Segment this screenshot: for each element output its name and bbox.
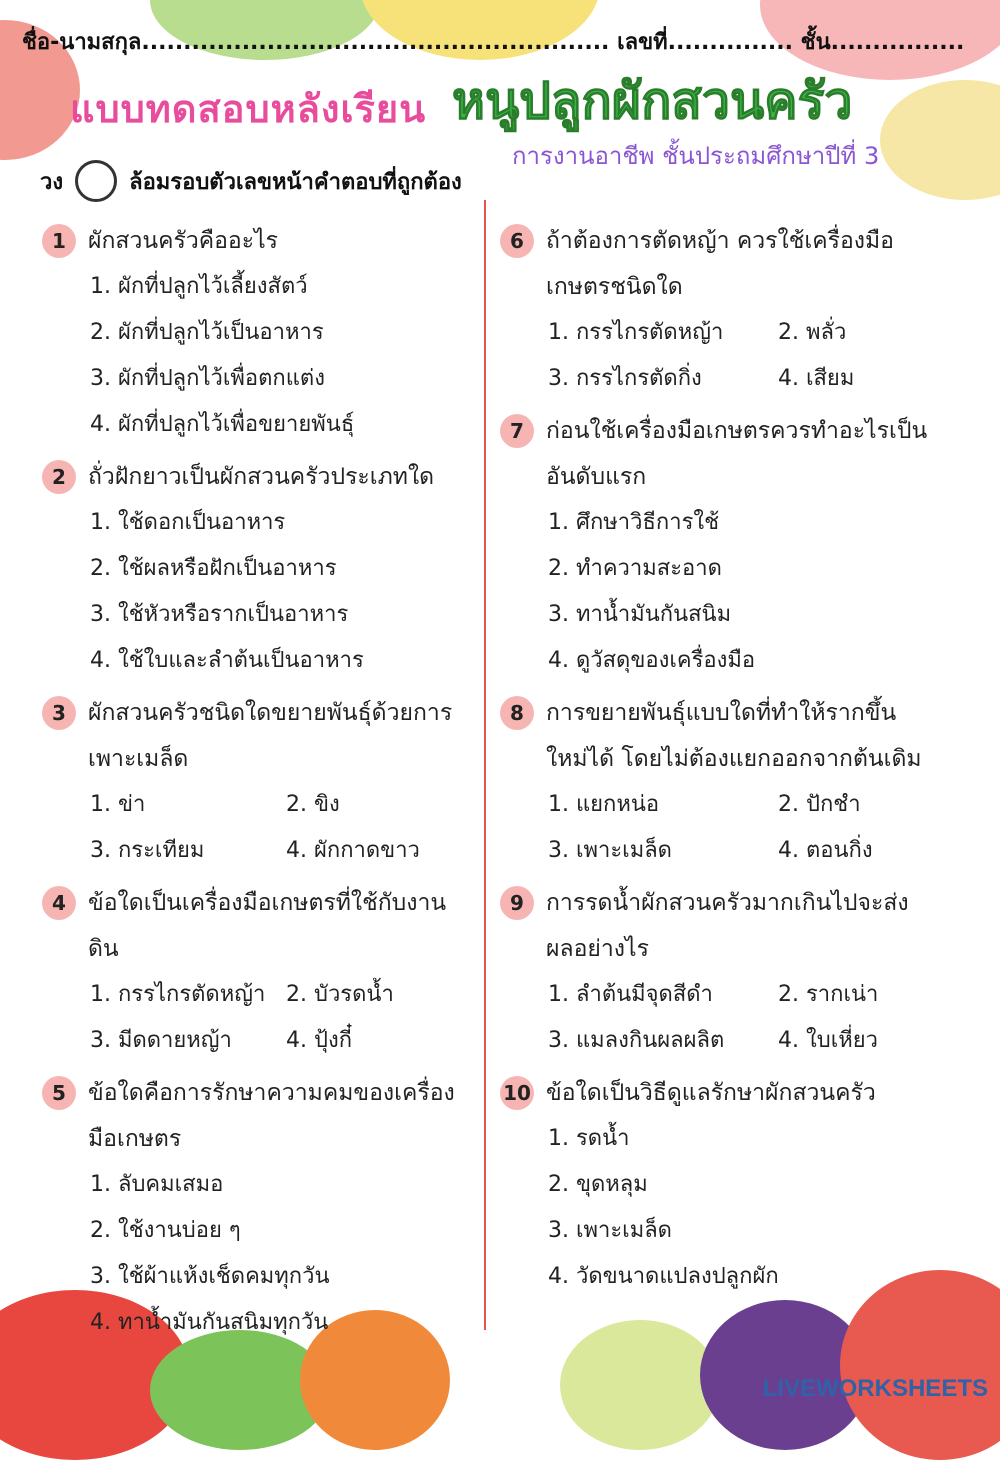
liveworksheets-logo: LIVEWORKSHEETS (762, 1375, 988, 1402)
question-number-badge: 10 (500, 1076, 534, 1110)
answer-option[interactable]: 1. ผักที่ปลูกไว้เลี้ยงสัตว์ (90, 274, 308, 299)
question-number-badge: 2 (42, 460, 76, 494)
question-text: ถ้าต้องการตัดหญ้า ควรใช้เครื่องมือเกษตรชนิดใด (546, 228, 894, 300)
circle-icon (75, 160, 117, 202)
question-9 (500, 880, 930, 1064)
question-number-badge: 1 (42, 224, 76, 258)
question-text: การขยายพันธุ์แบบใดที่ทำให้รากขึ้นใหม่ได้ โดยไม่ต้องแยกออกจากต้นเดิม (546, 700, 922, 772)
answer-option[interactable]: 3. แมลงกินผลผลิต (548, 1028, 725, 1053)
column-divider (484, 200, 486, 1330)
right-question-column (500, 218, 930, 1306)
answer-option[interactable]: 2. ใช้งานบ่อย ๆ (90, 1218, 241, 1243)
answer-option[interactable]: 2. บัวรดน้ำ (286, 982, 394, 1007)
answer-option[interactable]: 4. ปุ้งกี๋ (286, 1028, 353, 1053)
answer-option[interactable]: 3. ใช้ผ้าแห้งเช็ดคมทุกวัน (90, 1264, 330, 1289)
question-5 (42, 1070, 472, 1346)
question-text: ถั่วฝักยาวเป็นผักสวนครัวประเภทใด (88, 464, 435, 490)
answer-option[interactable]: 3. ผักที่ปลูกไว้เพื่อตกแต่ง (90, 366, 325, 391)
answer-option[interactable]: 4. ตอนกิ่ง (778, 838, 873, 863)
question-8 (500, 690, 930, 874)
question-number-badge: 3 (42, 696, 76, 730)
answer-option[interactable]: 3. เพาะเมล็ด (548, 838, 672, 863)
answer-option[interactable]: 1. กรรไกรตัดหญ้า (90, 982, 266, 1007)
worksheet-type-title: แบบทดสอบหลังเรียน (70, 87, 427, 131)
answer-option[interactable]: 3. เพาะเมล็ด (548, 1218, 672, 1243)
question-text: ข้อใดคือการรักษาความคมของเครื่องมือเกษตร (88, 1080, 455, 1152)
answer-option[interactable]: 4. ใช้ใบและลำต้นเป็นอาหาร (90, 648, 364, 673)
question-2 (42, 454, 472, 684)
answer-option[interactable]: 2. ปักชำ (778, 792, 861, 817)
question-text: ผักสวนครัวคืออะไร (88, 228, 279, 254)
answer-option[interactable]: 3. ใช้หัวหรือรากเป็นอาหาร (90, 602, 349, 627)
answer-option[interactable]: 4. ผักที่ปลูกไว้เพื่อขยายพันธุ์ (90, 412, 355, 437)
question-number-badge: 8 (500, 696, 534, 730)
instruction-text: ล้อมรอบตัวเลขหน้าคำตอบที่ถูกต้อง (129, 169, 462, 195)
answer-option[interactable]: 1. รดน้ำ (548, 1126, 630, 1151)
decor-lemon-right (880, 80, 1000, 200)
answer-option[interactable]: 1. ข่า (90, 792, 146, 817)
question-3 (42, 690, 472, 874)
question-number-badge: 4 (42, 886, 76, 920)
answer-option[interactable]: 2. พลั่ว (778, 320, 847, 345)
question-text: ก่อนใช้เครื่องมือเกษตรควรทำอะไรเป็นอันดับแรก (546, 418, 928, 490)
question-text: ข้อใดเป็นเครื่องมือเกษตรที่ใช้กับงานดิน (88, 890, 447, 962)
answer-option[interactable]: 2. ใช้ผลหรือฝักเป็นอาหาร (90, 556, 337, 581)
answer-option[interactable]: 2. ทำความสะอาด (548, 556, 722, 581)
answer-option[interactable]: 1. ศึกษาวิธีการใช้ (548, 510, 720, 535)
answer-option[interactable]: 3. มีดดายหญ้า (90, 1028, 232, 1053)
subject-grade-subtitle: การงานอาชีพ ชั้นประถมศึกษาปีที่ 3 (512, 142, 880, 170)
answer-option[interactable]: 3. กระเทียม (90, 838, 205, 863)
answer-option[interactable]: 4. ดูวัสดุของเครื่องมือ (548, 648, 756, 673)
question-7 (500, 408, 930, 684)
question-4 (42, 880, 472, 1064)
answer-option[interactable]: 1. แยกหน่อ (548, 792, 660, 817)
question-number-badge: 6 (500, 224, 534, 258)
answer-option[interactable]: 4. เสียม (778, 366, 855, 391)
decor-apple-bottom (560, 1320, 720, 1450)
question-6 (500, 218, 930, 402)
answer-option[interactable]: 4. ผักกาดขาว (286, 838, 420, 863)
answer-option[interactable]: 2. ผักที่ปลูกไว้เป็นอาหาร (90, 320, 324, 345)
answer-option[interactable]: 1. กรรไกรตัดหญ้า (548, 320, 724, 345)
answer-option[interactable]: 3. กรรไกรตัดกิ่ง (548, 366, 702, 391)
question-text: ข้อใดเป็นวิธีดูแลรักษาผักสวนครัว (546, 1080, 876, 1106)
answer-option[interactable]: 1. ใช้ดอกเป็นอาหาร (90, 510, 286, 535)
answer-option[interactable]: 2. ขุดหลุม (548, 1172, 648, 1197)
answer-option[interactable]: 4. วัดขนาดแปลงปลูกผัก (548, 1264, 779, 1289)
question-1 (42, 218, 472, 448)
answer-option[interactable]: 1. ลำต้นมีจุดสีดำ (548, 982, 713, 1007)
question-text: การรดน้ำผักสวนครัวมากเกินไปจะส่งผลอย่างไร (546, 890, 909, 962)
name-number-class-line: ชื่อ-นามสกุล........................................................ เลขที่............... ชั้น................ (22, 30, 965, 55)
question-10 (500, 1070, 930, 1300)
question-number-badge: 7 (500, 414, 534, 448)
answer-option[interactable]: 3. ทาน้ำมันกันสนิม (548, 602, 732, 627)
left-question-column (42, 218, 472, 1352)
worksheet-topic-title: หนูปลูกผักสวนครัว (452, 72, 853, 130)
answer-option[interactable]: 4. ใบเหี่ยว (778, 1028, 878, 1053)
answer-option[interactable]: 1. ลับคมเสมอ (90, 1172, 224, 1197)
answer-option[interactable]: 2. ขิง (286, 792, 340, 817)
instruction-prefix: วง (40, 169, 64, 195)
question-text: ผักสวนครัวชนิดใดขยายพันธุ์ด้วยการเพาะเมล็ด (88, 700, 453, 772)
question-number-badge: 9 (500, 886, 534, 920)
answer-option[interactable]: 2. รากเน่า (778, 982, 879, 1007)
question-number-badge: 5 (42, 1076, 76, 1110)
instruction-row (40, 160, 462, 202)
answer-option[interactable]: 4. ทาน้ำมันกันสนิมทุกวัน (90, 1310, 329, 1335)
